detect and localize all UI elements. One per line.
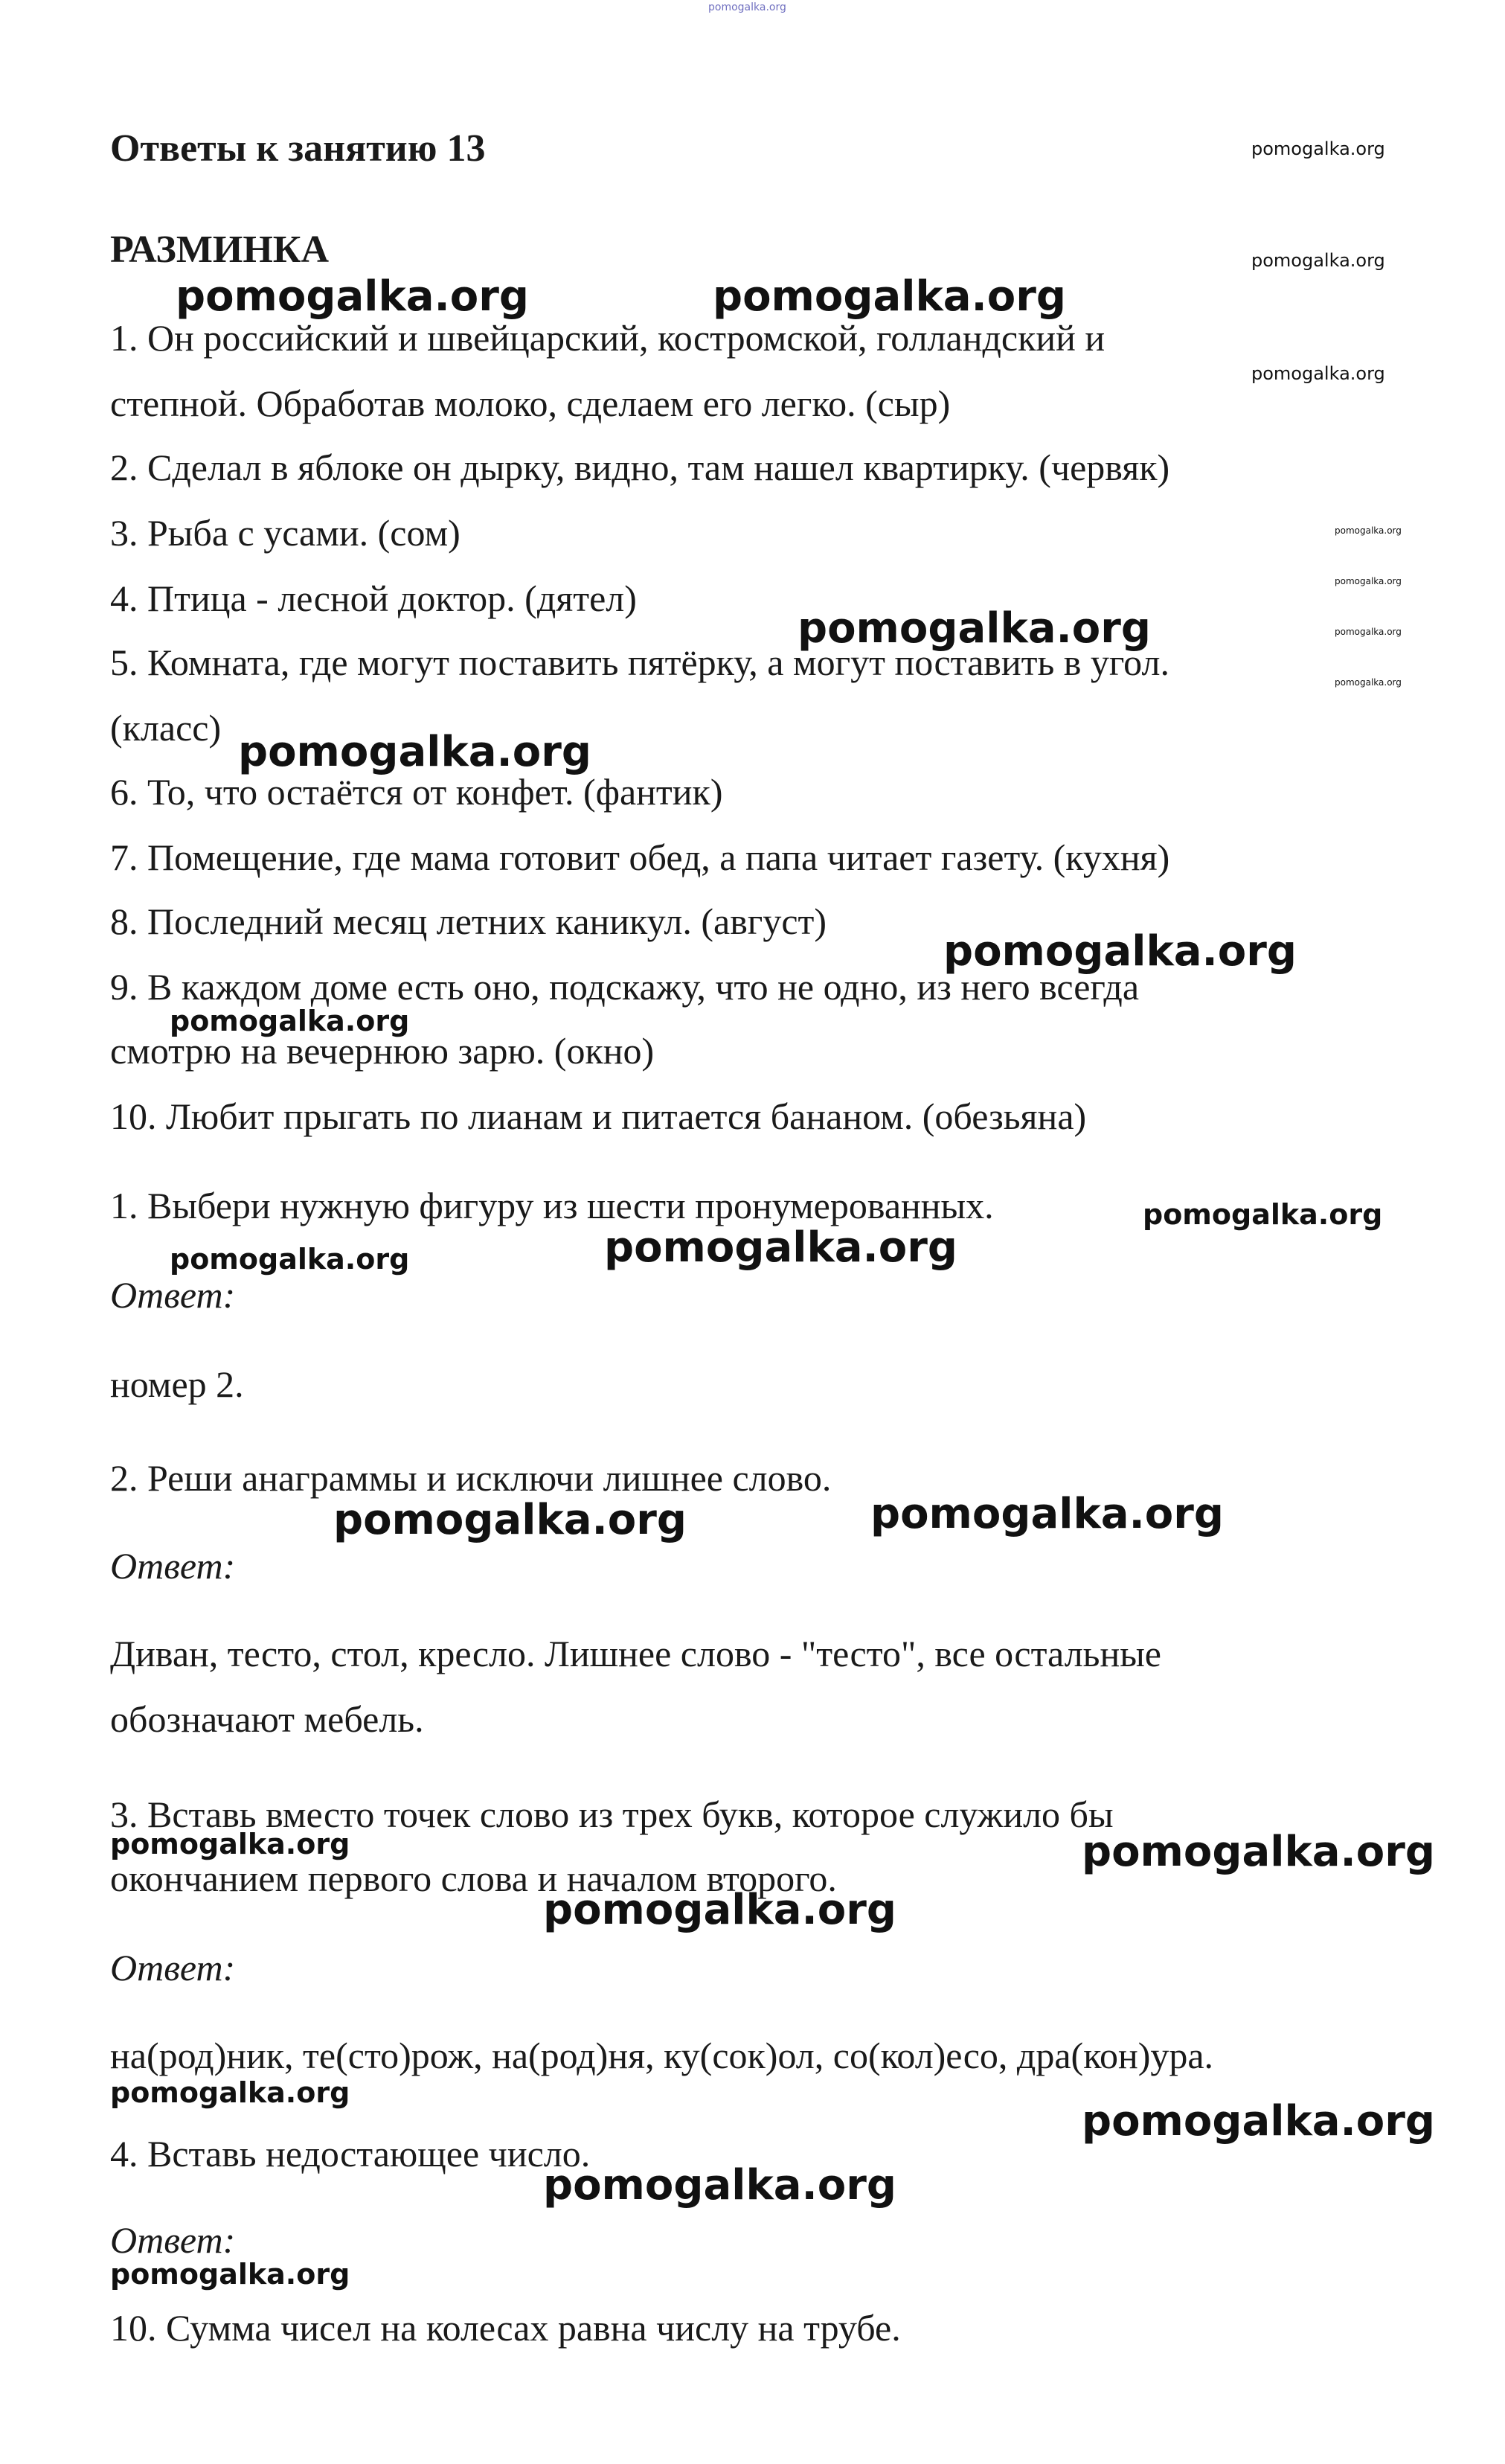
task-3-answer: на(род)ник, те(сто)рож, на(род)ня, ку(сок)ол, со(кол)есо, дра(кон)ура. — [110, 2035, 1214, 2076]
warmup-line: 1. Он российский и швейцарский, костромской, голландский и — [110, 317, 1106, 359]
warmup-line: (класс) — [110, 707, 222, 749]
warmup-line: смотрю на вечернюю зарю. (окно) — [110, 1030, 655, 1072]
watermark: pomogalka.org — [170, 1243, 410, 1276]
watermark: pomogalka.org — [1251, 250, 1385, 271]
watermark: pomogalka.org — [110, 1828, 350, 1860]
task-1-question: 1. Выбери нужную фигуру из шести пронумерованных. — [110, 1185, 994, 1226]
warmup-line: 4. Птица - лесной доктор. (дятел) — [110, 577, 637, 619]
watermark: pomogalka.org — [1251, 138, 1385, 159]
watermark: pomogalka.org — [1335, 677, 1402, 688]
warmup-line: 6. То, что остаётся от конфет. (фантик) — [110, 771, 723, 813]
section-heading: РАЗМИНКА — [110, 228, 330, 271]
task-4-question: 4. Вставь недостающее число. — [110, 2133, 591, 2175]
task-2-answer-line: Диван, тесто, стол, кресло. Лишнее слово - "тесто", все остальные — [110, 1633, 1161, 1674]
task-3-question-line: окончанием первого слова и началом второго. — [110, 1857, 837, 1899]
task-2-answer-line: обозначают мебель. — [110, 1698, 424, 1740]
answer-label: Ответ: — [110, 1947, 236, 1988]
watermark: pomogalka.org — [604, 1223, 957, 1272]
watermark: pomogalka.org — [176, 272, 529, 321]
watermark: pomogalka.org — [708, 1, 786, 13]
watermark: pomogalka.org — [1082, 2097, 1435, 2145]
watermark: pomogalka.org — [1143, 1198, 1383, 1231]
task-4-answer: 10. Сумма чисел на колесах равна числу на трубе. — [110, 2307, 901, 2349]
task-2-question: 2. Реши анаграммы и исключи лишнее слово. — [110, 1457, 832, 1499]
watermark: pomogalka.org — [943, 927, 1297, 976]
warmup-line: степной. Обработав молоко, сделаем его легко. (сыр) — [110, 383, 951, 424]
watermark: pomogalka.org — [713, 272, 1066, 321]
page-title: Ответы к занятию 13 — [110, 127, 486, 170]
answer-label: Ответ: — [110, 1274, 236, 1316]
answer-label: Ответ: — [110, 1545, 236, 1587]
watermark: pomogalka.org — [870, 1490, 1224, 1538]
warmup-line: 5. Комната, где могут поставить пятёрку, а могут поставить в угол. — [110, 641, 1169, 683]
watermark: pomogalka.org — [798, 604, 1151, 653]
warmup-line: 10. Любит прыгать по лианам и питается бананом. (обезьяна) — [110, 1095, 1087, 1137]
warmup-line: 8. Последний месяц летних каникул. (август) — [110, 900, 827, 942]
warmup-line: 9. В каждом доме есть оно, подскажу, что не одно, из него всегда — [110, 966, 1140, 1008]
warmup-line: 7. Помещение, где мама готовит обед, а папа читает газету. (кухня) — [110, 836, 1170, 878]
watermark: pomogalka.org — [170, 1005, 410, 1037]
watermark: pomogalka.org — [1335, 525, 1402, 536]
watermark: pomogalka.org — [1082, 1828, 1435, 1876]
warmup-line: 3. Рыба с усами. (сом) — [110, 512, 461, 554]
watermark: pomogalka.org — [543, 1886, 896, 1934]
watermark: pomogalka.org — [238, 728, 591, 776]
watermark: pomogalka.org — [1335, 576, 1402, 586]
watermark: pomogalka.org — [110, 2076, 350, 2109]
task-1-answer: номер 2. — [110, 1363, 244, 1405]
watermark: pomogalka.org — [1335, 627, 1402, 637]
watermark: pomogalka.org — [543, 2161, 896, 2209]
watermark: pomogalka.org — [1251, 363, 1385, 384]
answer-label: Ответ: — [110, 2219, 236, 2261]
warmup-line: 2. Сделал в яблоке он дырку, видно, там нашел квартирку. (червяк) — [110, 447, 1170, 488]
task-3-question-line: 3. Вставь вместо точек слово из трех букв, которое служило бы — [110, 1793, 1114, 1835]
watermark: pomogalka.org — [333, 1496, 687, 1544]
watermark: pomogalka.org — [110, 2258, 350, 2291]
